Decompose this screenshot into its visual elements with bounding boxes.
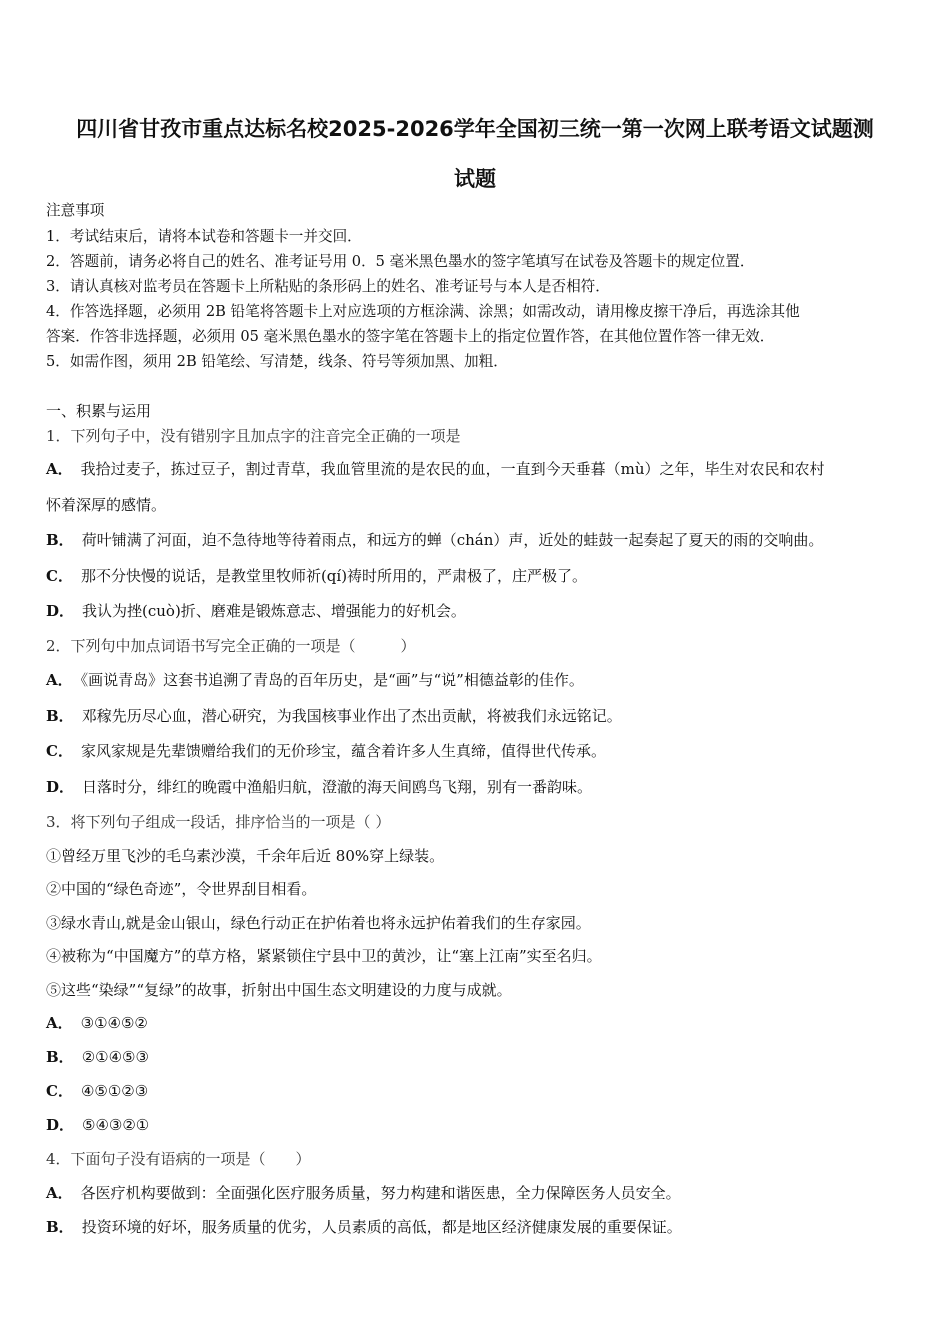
question-4-option-b bbox=[46, 1217, 682, 1237]
question-2-option-a bbox=[46, 670, 584, 690]
question-2-option-d bbox=[46, 777, 592, 797]
option-letter: C． bbox=[46, 742, 73, 760]
notice-item-4: 4．作答选择题，必须用 2B 铅笔将答题卡上对应选项的方框涂满、涂黑；如需改动，请用橡皮擦干净后，再选涂其他 bbox=[46, 303, 800, 320]
notice-heading: 注意事项 bbox=[46, 202, 105, 219]
section-heading: 一、积累与运用 bbox=[46, 402, 152, 420]
question-1-option-d bbox=[46, 601, 466, 621]
option-letter: A． bbox=[46, 1014, 73, 1032]
option-letter: C． bbox=[46, 1082, 73, 1100]
option-text: ②①④⑤③ bbox=[81, 1048, 149, 1066]
option-letter: D． bbox=[46, 778, 75, 796]
question-1-option-b bbox=[46, 530, 823, 550]
notice-item-2: 2．答题前，请务必将自己的姓名、准考证号用 0．5 毫米黑色墨水的签字笔填写在试卷及答题卡的规定位置． bbox=[46, 253, 755, 270]
question-3-option-d bbox=[46, 1115, 149, 1135]
option-letter: A． bbox=[46, 671, 73, 689]
option-letter: B． bbox=[46, 1048, 74, 1066]
question-4-option-a bbox=[46, 1183, 681, 1203]
option-text: 家风家规是先辈馈赠给我们的无价珍宝，蕴含着许多人生真缔，值得世代传承。 bbox=[80, 742, 606, 760]
option-letter: A． bbox=[46, 460, 73, 478]
option-text: 那不分快慢的说话，是教堂里牧师祈(qí)祷时所用的，严肃极了，庄严极了。 bbox=[80, 567, 588, 585]
question-1-option-a bbox=[46, 459, 825, 479]
option-letter: A． bbox=[46, 1184, 73, 1202]
question-3-sentence-5: ⑤这些“染绿”“复绿”的故事，折射出中国生态文明建设的力度与成就。 bbox=[46, 981, 512, 999]
question-3-sentence-1: ①曾经万里飞沙的毛乌素沙漠，千余年后近 80%穿上绿装。 bbox=[46, 847, 445, 865]
question-2-option-c bbox=[46, 741, 606, 761]
question-4-stem: 4．下面句子没有语病的一项是（ ） bbox=[46, 1150, 311, 1168]
option-text: 我认为挫(cuò)折、磨难是锻炼意志、增强能力的好机会。 bbox=[82, 602, 466, 620]
option-text: 投资环境的好坏，服务质量的优劣，人员素质的高低，都是地区经济健康发展的重要保证。 bbox=[81, 1218, 682, 1236]
question-1-option-c bbox=[46, 566, 587, 586]
option-letter: B． bbox=[46, 707, 74, 725]
question-3-option-c bbox=[46, 1081, 148, 1101]
option-text: 我拾过麦子，拣过豆子，割过青草，我血管里流的是农民的血，一直到今天垂暮（mù）之年，毕生对农民和农村 bbox=[80, 460, 825, 478]
exam-title-line-1: 四川省甘孜市重点达标名校2025-2026学年全国初三统一第一次网上联考语文试题测 bbox=[76, 117, 874, 141]
option-letter: D． bbox=[46, 1116, 75, 1134]
notice-item-5: 5．如需作图，须用 2B 铅笔绘、写清楚，线条、符号等须加黑、加粗． bbox=[46, 353, 508, 370]
exam-title-line-2: 试题 bbox=[454, 167, 496, 191]
question-3-sentence-3: ③绿水青山,就是金山银山，绿色行动正在护佑着也将永远护佑着我们的生存家园。 bbox=[46, 914, 591, 932]
question-3-stem: 3．将下列句子组成一段话，排序恰当的一项是（ ） bbox=[46, 813, 391, 831]
question-3-sentence-2: ②中国的“绿色奇迹”，令世界刮目相看。 bbox=[46, 880, 317, 898]
question-1-stem: 1．下列句子中，没有错别字且加点字的注音完全正确的一项是 bbox=[46, 427, 461, 445]
option-text: 日落时分，绯红的晚霞中渔船归航，澄澈的海天间鸥鸟飞翔，别有一番韵味。 bbox=[82, 778, 593, 796]
option-text: ④⑤①②③ bbox=[80, 1082, 149, 1100]
option-letter: D． bbox=[46, 602, 75, 620]
question-3-option-b bbox=[46, 1047, 149, 1067]
option-letter: C． bbox=[46, 567, 73, 585]
question-1-option-a-cont: 怀着深厚的感情。 bbox=[46, 496, 167, 514]
question-2-stem: 2．下列句中加点词语书写完全正确的一项是（ ） bbox=[46, 637, 416, 655]
option-text: ③①④⑤② bbox=[80, 1014, 148, 1032]
option-text: ⑤④③②① bbox=[82, 1116, 150, 1134]
option-text: 《画说青岛》这套书追溯了青岛的百年历史，是“画”与“说”相德益彰的佳作。 bbox=[80, 671, 584, 689]
option-letter: B． bbox=[46, 1218, 74, 1236]
question-3-sentence-4: ④被称为“中国魔方”的草方格，紧紧锁住宁县中卫的黄沙，让“塞上江南”实至名归。 bbox=[46, 947, 602, 965]
notice-item-3: 3．请认真核对监考员在答题卡上所粘贴的条形码上的姓名、准考证号与本人是否相符． bbox=[46, 278, 610, 295]
question-2-option-b bbox=[46, 706, 622, 726]
notice-item-4-cont: 答案．作答非选择题，必须用 05 毫米黑色墨水的签字笔在答题卡上的指定位置作答，在其他位置作答一律无效． bbox=[46, 328, 775, 345]
question-3-option-a bbox=[46, 1013, 148, 1033]
option-text: 各医疗机构要做到：全面强化医疗服务质量，努力构建和谐医患，全力保障医务人员安全。 bbox=[80, 1184, 681, 1202]
option-letter: B． bbox=[46, 531, 74, 549]
option-text: 荷叶铺满了河面，迫不急待地等待着雨点，和远方的蝉（chán）声，近处的蛙鼓一起奏起了夏天的雨的交响曲。 bbox=[81, 531, 824, 549]
notice-item-1: 1．考试结束后，请将本试卷和答题卡一并交回． bbox=[46, 228, 362, 245]
option-text: 邓稼先历尽心血，潜心研究，为我国核事业作出了杰出贡献，将被我们永远铭记。 bbox=[81, 707, 622, 725]
